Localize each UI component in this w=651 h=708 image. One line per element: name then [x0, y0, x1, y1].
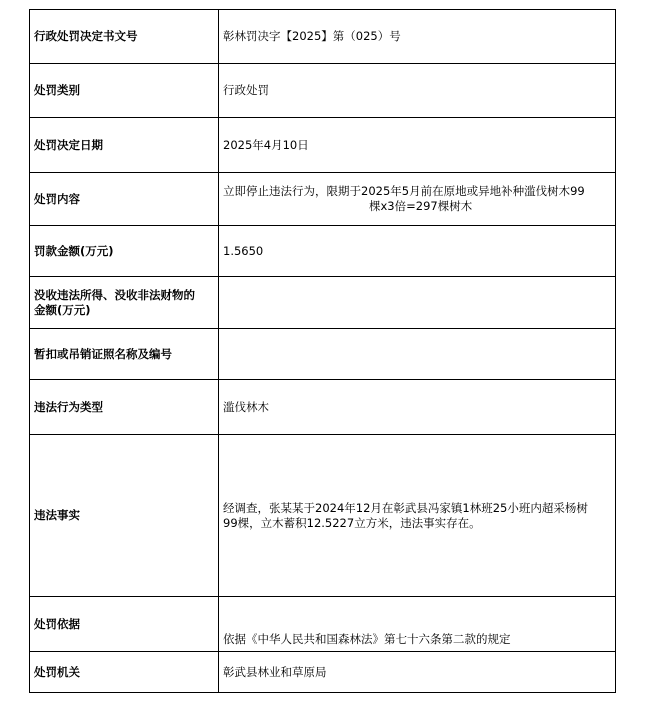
value-line: 立即停止违法行为，限期于2025年5月前在原地或异地补种滥伐树木99 — [223, 184, 585, 198]
row-label: 行政处罚决定书文号 — [30, 10, 219, 64]
row-label — [30, 277, 219, 329]
value-line: 棵x3倍=297棵树木 — [369, 199, 473, 213]
row-value: 行政处罚 — [219, 64, 616, 118]
row-label: 违法事实 — [30, 435, 219, 597]
label-line: 金额(万元) — [34, 302, 91, 317]
row-value: 2025年4月10日 — [219, 118, 616, 173]
row-label: 处罚决定日期 — [30, 118, 219, 173]
row-value — [219, 329, 616, 380]
table-row — [30, 380, 616, 435]
table-row — [30, 10, 616, 64]
table-row — [30, 435, 616, 597]
table-row — [30, 652, 616, 693]
row-label: 罚款金额(万元) — [30, 226, 219, 277]
table-row — [30, 226, 616, 277]
table-row — [30, 329, 616, 380]
table-row — [30, 173, 616, 226]
row-label: 处罚机关 — [30, 652, 219, 693]
label-line: 没收违法所得、没收非法财物的 — [34, 287, 195, 302]
row-value — [219, 173, 616, 226]
value-line: 经调查，张某某于2024年12月在彰武县冯家镇1林班25小班内超采杨树 — [223, 500, 588, 515]
row-value — [219, 435, 616, 597]
row-label: 处罚内容 — [30, 173, 219, 226]
table-row — [30, 118, 616, 173]
penalty-info-table — [29, 9, 616, 693]
row-label: 违法行为类型 — [30, 380, 219, 435]
row-value: 彰林罚决字【2025】第（025）号 — [219, 10, 616, 64]
row-value: 1.5650 — [219, 226, 616, 277]
row-label: 处罚类别 — [30, 64, 219, 118]
row-label: 暂扣或吊销证照名称及编号 — [30, 329, 219, 380]
row-value: 依据《中华人民共和国森林法》第七十六条第二款的规定 — [219, 597, 616, 652]
table-row — [30, 277, 616, 329]
value-line: 99棵，立木蓄积12.5227立方米，违法事实存在。 — [223, 515, 481, 530]
table-row — [30, 597, 616, 652]
row-label: 处罚依据 — [30, 597, 219, 652]
row-value: 滥伐林木 — [219, 380, 616, 435]
row-value — [219, 277, 616, 329]
table-row — [30, 64, 616, 118]
row-value: 彰武县林业和草原局 — [219, 652, 616, 693]
